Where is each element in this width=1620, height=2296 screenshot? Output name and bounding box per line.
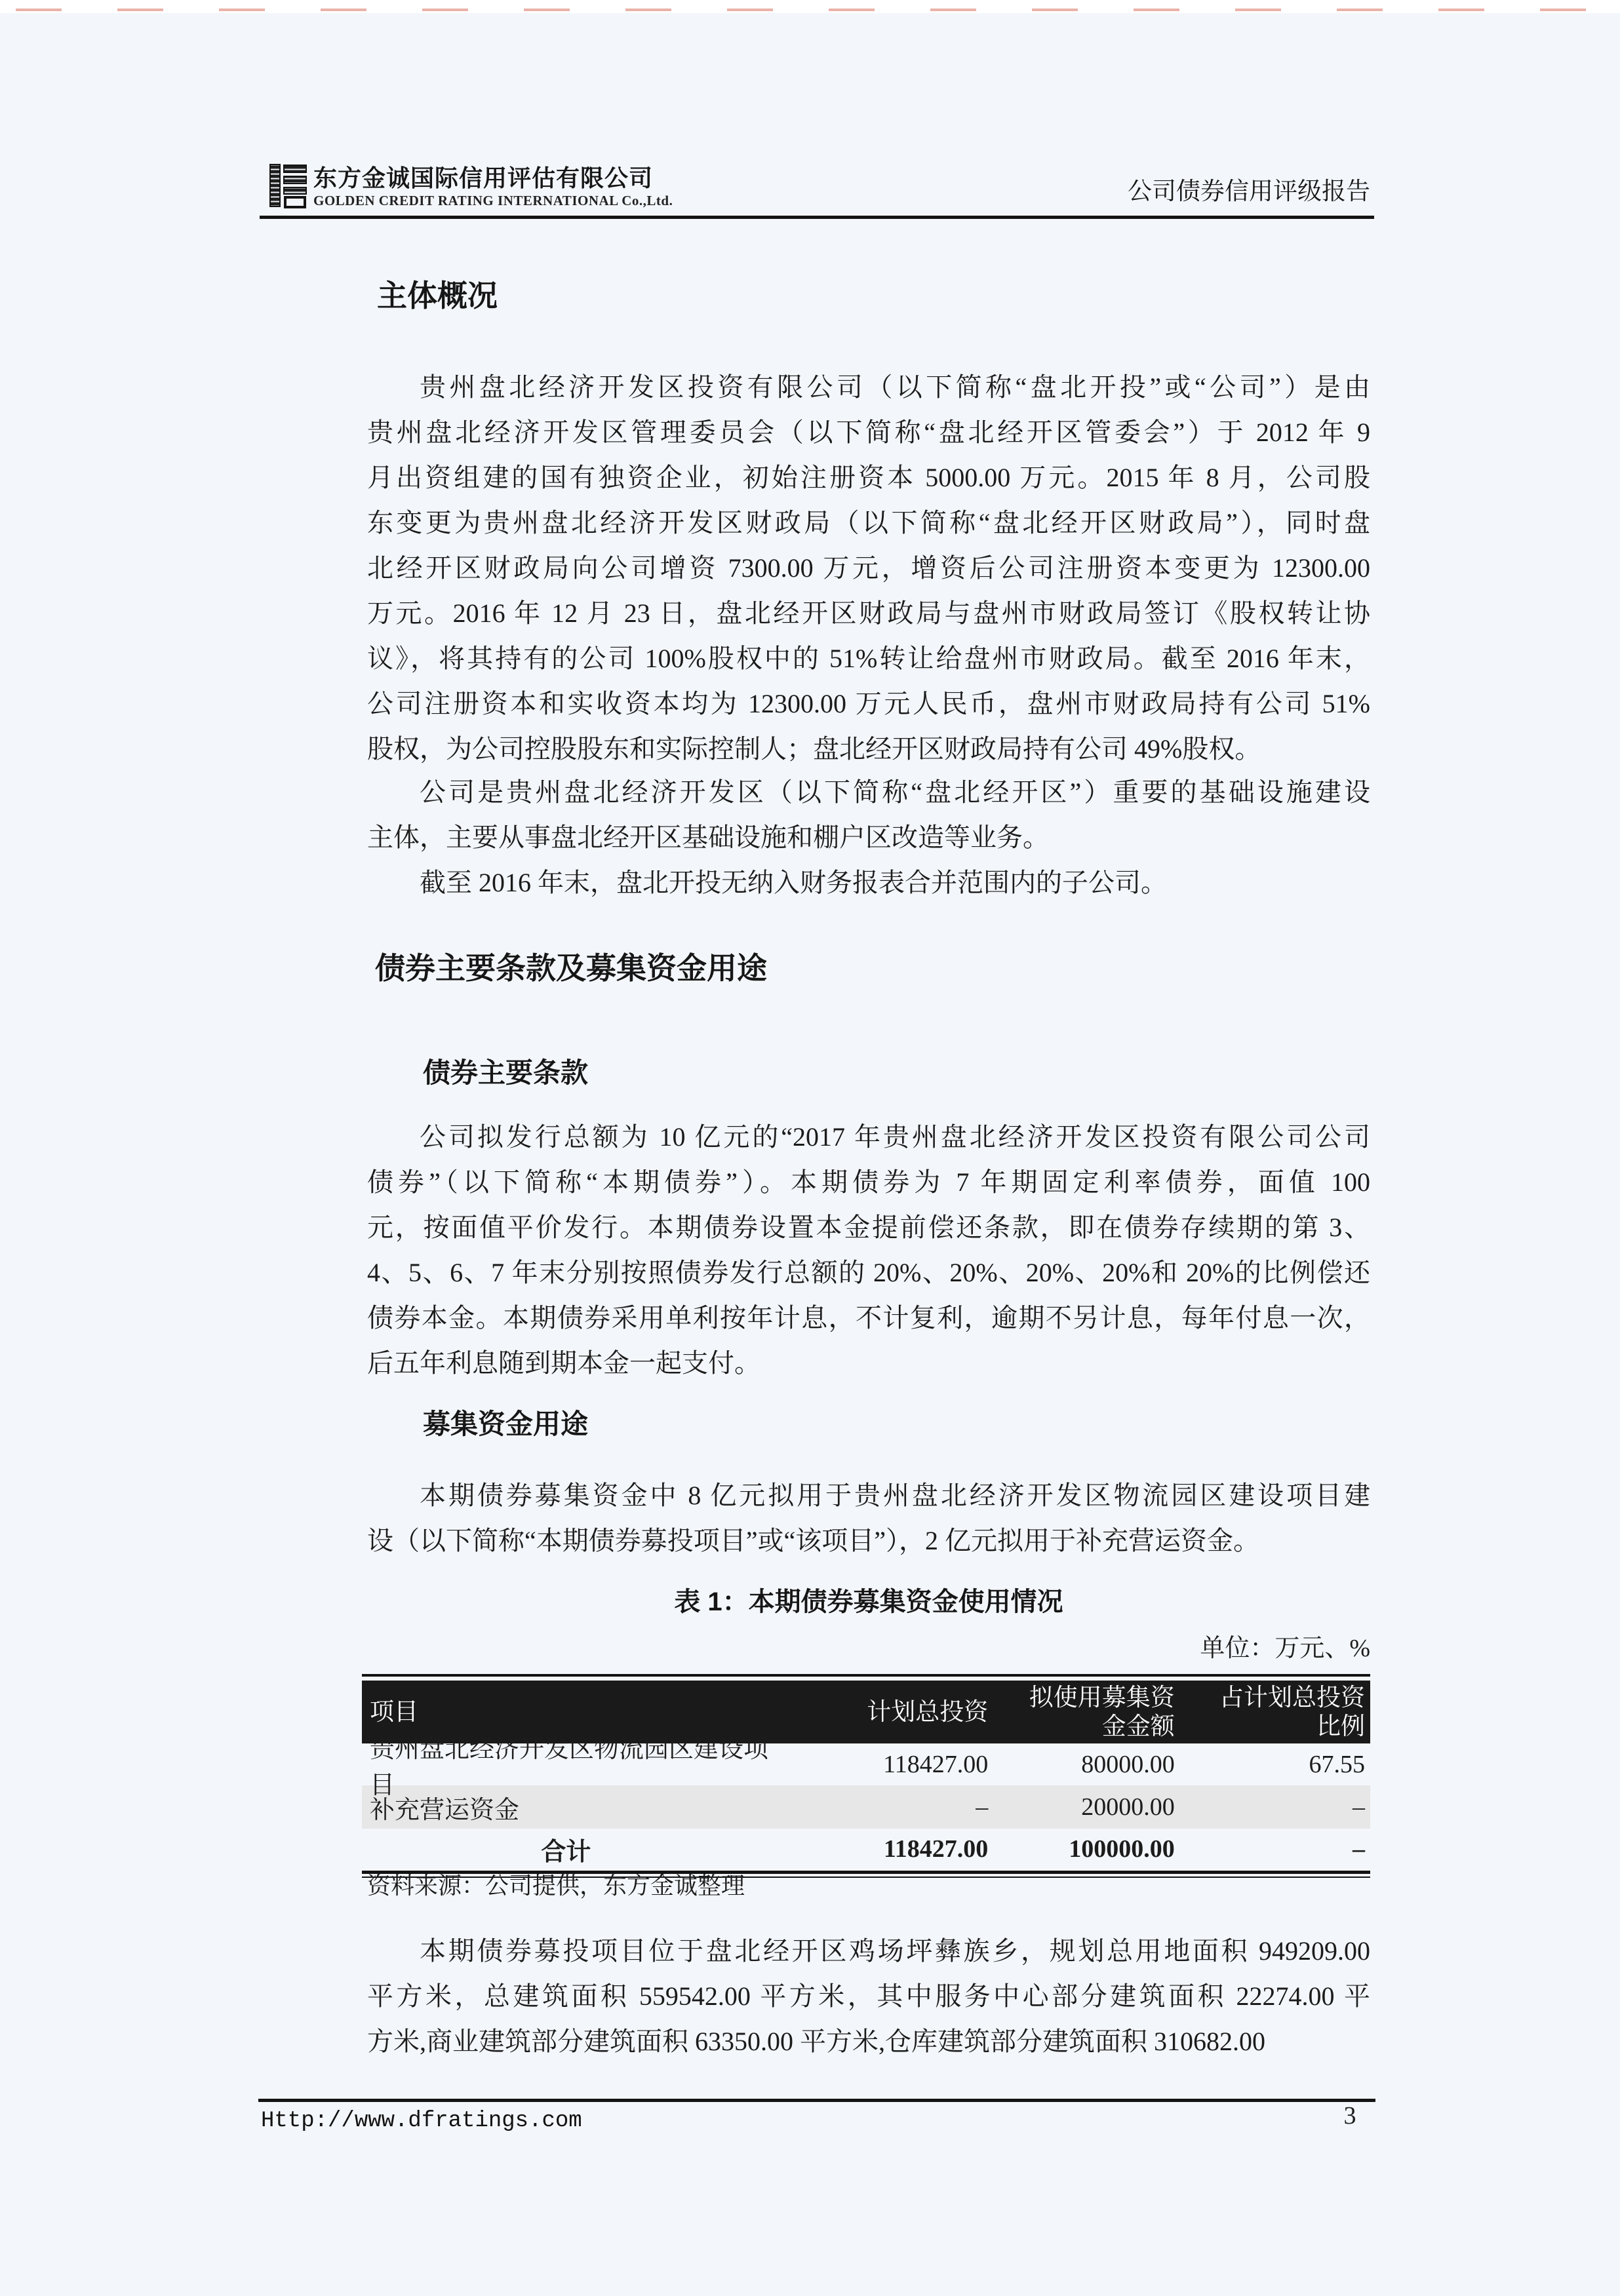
text-line: 项目	[370, 1698, 418, 1725]
text-line: 贵州盘北经济开发区管理委员会（以下简称“盘北经开区管委会”）于 2012 年 9	[367, 418, 1370, 447]
cell-proceeds: 80000.00	[1081, 1751, 1175, 1778]
cell-planned: 118427.00	[883, 1751, 989, 1778]
table-top-border	[362, 1674, 1370, 1677]
text-line: 议》，将其持有的公司 100%股权中的 51%转让给盘州市财政局。截至 2016 年末，	[367, 644, 1370, 673]
fund-usage-table	[362, 1674, 1370, 1878]
text-line: 本期债券募集资金中 8 亿元拟用于贵州盘北经济开发区物流园区建设项目建	[420, 1481, 1370, 1510]
cell-item: 贵州盘北经济开发区物流园区建设项目	[370, 1736, 769, 1799]
text-line: 月出资组建的国有独资企业，初始注册资本 5000.00 万元。2015 年 8 月，公司股	[367, 463, 1370, 492]
cell-planned: –	[976, 1793, 989, 1821]
table-title: 表 1：本期债券募集资金使用情况	[674, 1587, 1063, 1616]
text-line: 占计划总投资	[1219, 1684, 1365, 1711]
page-number: 3	[1343, 2102, 1356, 2130]
cell-proceeds: 100000.00	[1069, 1835, 1175, 1863]
section-title-entity-overview: 主体概况	[377, 279, 498, 313]
text-line: 公司拟发行总额为 10 亿元的“2017 年贵州盘北经济开发区投资有限公司公司	[420, 1122, 1370, 1152]
cell-proceeds: 20000.00	[1081, 1793, 1175, 1821]
text-line: 北经开区财政局向公司增资 7300.00 万元，增资后公司注册资本变更为 12300.00	[367, 553, 1370, 583]
col-header-item	[362, 1698, 770, 1726]
text-line: 股权，为公司控股股东和实际控制人；盘北经开区财政局持有公司 49%股权。	[367, 734, 1261, 764]
footer-divider	[258, 2099, 1375, 2102]
text-line: 本期债券募投项目位于盘北经开区鸡场坪彝族乡，规划总用地面积 949209.00	[420, 1936, 1370, 1966]
text-line: 公司注册资本和实收资本均为 12300.00 万元人民币，盘州市财政局持有公司 51%	[367, 689, 1370, 718]
paragraph-project-details	[367, 1928, 1370, 2064]
text-line: 主体，主要从事盘北经开区基础设施和棚户区改造等业务。	[367, 823, 1049, 852]
text-line: 计划总投资	[867, 1698, 989, 1725]
text-line: 比例	[1316, 1713, 1365, 1740]
page-top-edge	[0, 0, 1620, 13]
text-line: 后五年利息随到期本金一起支付。	[367, 1348, 761, 1378]
col-header-proceeds-used	[992, 1683, 1179, 1741]
col-header-planned-investment	[770, 1698, 992, 1726]
text-line: 东变更为贵州盘北经济开发区财政局（以下简称“盘北经开区财政局”），同时盘	[367, 508, 1370, 537]
footer-url: Http://www.dfratings.com	[261, 2109, 582, 2133]
text-line: 债券本金。本期债券采用单利按年计息，不计复利，逾期不另计息，每年付息一次，	[367, 1303, 1370, 1333]
text-line: 平方米，总建筑面积 559542.00 平方米，其中服务中心部分建筑面积 22274.00 平	[367, 1981, 1370, 2011]
text-line: 公司是贵州盘北经济开发区（以下简称“盘北经开区”）重要的基础设施建设	[420, 777, 1370, 807]
table-row-working-capital	[362, 1785, 1370, 1829]
cell-ratio: –	[1352, 1793, 1365, 1821]
subsection-title-fund-usage: 募集资金用途	[423, 1409, 589, 1439]
header-divider	[260, 216, 1374, 219]
text-line: 拟使用募集资	[1029, 1684, 1175, 1711]
text-line: 截至 2016 年末，盘北开投无纳入财务报表合并范围内的子公司。	[420, 868, 1167, 897]
cell-item: 补充营运资金	[370, 1796, 520, 1824]
text-line: 设（以下简称“本期债券募投项目”或“该项目”），2 亿元拟用于补充营运资金。	[367, 1526, 1260, 1555]
cell-ratio: –	[1352, 1835, 1365, 1863]
text-line: 万元。2016 年 12 月 23 日，盘北经开区财政局与盘州市财政局签订《股权转让协	[367, 598, 1370, 628]
text-line: 方米,商业建筑部分建筑面积 63350.00 平方米,仓库建筑部分建筑面积 310682.00	[367, 2027, 1265, 2056]
section-title-bond-terms: 债券主要条款及募集资金用途	[375, 951, 767, 985]
paragraph-no-subsidiaries	[367, 860, 1370, 905]
paragraph-company-history	[367, 364, 1370, 771]
paragraph-bond-terms	[367, 1114, 1370, 1386]
cell-ratio: 67.55	[1309, 1751, 1365, 1778]
company-name-en: GOLDEN CREDIT RATING INTERNATIONAL Co.,Ltd.	[313, 193, 673, 208]
table-unit-note: 单位：万元、%	[1200, 1635, 1370, 1662]
text-line: 金金额	[1101, 1713, 1175, 1740]
text-line: 债券”（以下简称“本期债券”）。本期债券为 7 年期固定利率债券，面值 100	[367, 1167, 1370, 1197]
company-name-cn: 东方金诚国际信用评估有限公司	[313, 165, 654, 191]
golden-credit-seal-logo-icon	[269, 161, 308, 210]
paragraph-company-role	[367, 769, 1370, 860]
table-source-note: 资料来源：公司提供，东方金诚整理	[367, 1873, 745, 1899]
report-type-label: 公司债券信用评级报告	[1128, 178, 1370, 205]
cell-planned: 118427.00	[883, 1835, 989, 1863]
table-row-total	[362, 1829, 1370, 1869]
text-line: 4、5、6、7 年末分别按照债券发行总额的 20%、20%、20%、20%和 20%的比例偿还	[367, 1258, 1370, 1287]
cell-item: 合计	[541, 1838, 591, 1866]
paragraph-fund-usage	[367, 1473, 1370, 1563]
scan-artifact-line	[16, 9, 1602, 11]
text-line: 贵州盘北经济开发区投资有限公司（以下简称“盘北开投”或“公司”）是由	[420, 372, 1370, 402]
text-line: 元，按面值平价发行。本期债券设置本金提前偿还条款，即在债券存续期的第 3、	[367, 1213, 1370, 1242]
table-row-logistics-project	[362, 1736, 1370, 1799]
col-header-ratio	[1179, 1683, 1370, 1741]
subsection-title-bond-main-terms: 债券主要条款	[423, 1057, 589, 1088]
